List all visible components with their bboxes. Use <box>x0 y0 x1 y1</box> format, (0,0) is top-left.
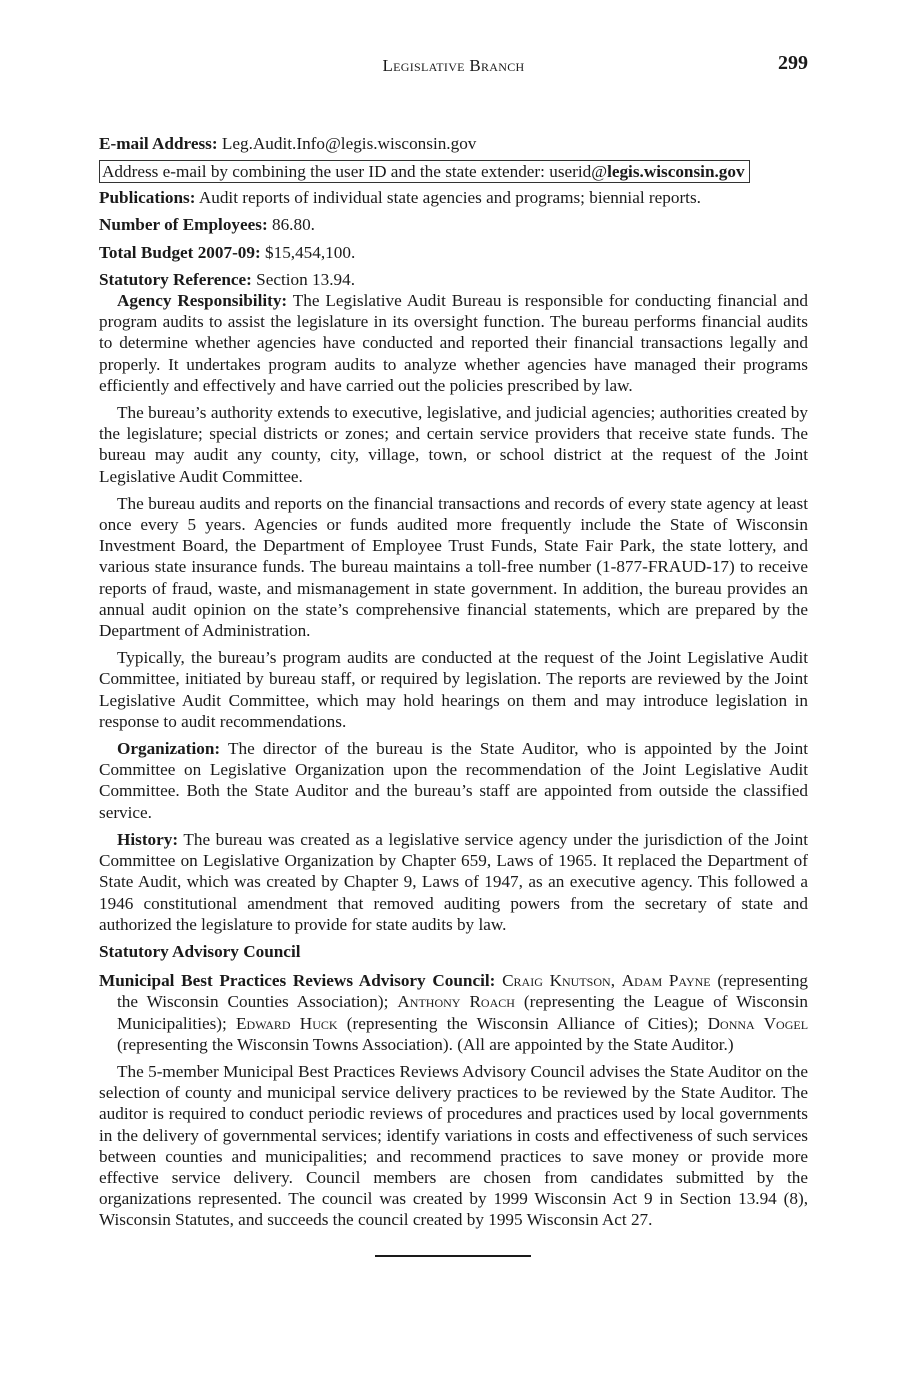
page-content <box>99 133 808 1237</box>
budget-line <box>99 242 808 263</box>
email-label: E-mail Address: <box>99 134 218 153</box>
council-entry: Municipal Best Practices Reviews Advisory Council: Craig Knutson, Adam Payne (representing the Wisconsin Counties Association); Anthony Roach (representing the League of Wisconsin Municipalities); Edward Huck (representing the Wisconsin Alliance of Cities); Donna Vogel (representing the Wisconsin Towns Association). (All are appointed by the State Auditor.) <box>99 971 809 1054</box>
council-member: Edward Huck <box>236 1013 338 1033</box>
agency-responsibility-label: Agency Responsibility: <box>117 291 288 311</box>
page-number: 299 <box>778 52 808 74</box>
council-representation: (representing the League of Wisconsin Municipalities); <box>117 992 809 1033</box>
council-representation: (representing the Wisconsin Counties Association); <box>117 971 809 1012</box>
email-note-domain: legis.wisconsin.gov <box>607 162 745 182</box>
history-paragraph <box>99 829 808 935</box>
header-title: Legislative Branch <box>382 56 525 75</box>
organization-text: The director of the bureau is the State Auditor, who is appointed by the Joint Committee on Legislative Organization upon the recommendation of the Joint Legislative Audit Committee. Both the State Auditor and the bureau’s staff are appointed from outside the classified service. <box>99 739 808 822</box>
council-label: Municipal Best Practices Reviews Advisory Council: <box>99 971 496 991</box>
email-line <box>99 133 808 154</box>
council-member: Anthony Roach <box>397 992 515 1012</box>
council-member: Craig Knutson <box>502 971 611 991</box>
email-note-box <box>99 160 750 183</box>
publications-value: Audit reports of individual state agencies and programs; biennial reports. <box>198 188 701 208</box>
history-text: The bureau was created as a legislative service agency under the jurisdiction of the Joint Committee on Legislative Organization by Chapter 659, Laws of 1965. It replaced the Department of State Audit, which was created by Chapter 9, Laws of 1947, as an executive agency. This followed a 1946 constitutional amendment that removed auditing powers from the secretary of state and authorized the legislature to provide for state audits by law. <box>99 829 808 934</box>
council-description-paragraph: The 5-member Municipal Best Practices Reviews Advisory Council advises the State Auditor on the selection of county and municipal service delivery practices to be reviewed by the State Auditor. The auditor is required to conduct periodic reviews of procedures and practices used by local governments in the delivery of governmental services; identify variations in costs and effectiveness of such services between counties and municipalities; and recommend practices to save money or provide more effective service delivery. Council members are chosen from candidates submitted by the organizations represented. The council was created by 1999 Wisconsin Act 9 in Section 13.94 (8), Wisconsin Statutes, and succeeds the council created by 1995 Wisconsin Act 27. <box>99 1061 808 1230</box>
running-header <box>99 52 808 83</box>
budget-value: $15,454,100. <box>265 242 356 262</box>
agency-responsibility-text: The Legislative Audit Bureau is responsible for conducting financial and program audits to assist the legislature in its oversight function. The bureau performs financial audits to determine whether agencies have conducted and reported their financial transactions legally and properly. It undertakes program audits to analyze whether agencies have managed their programs efficiently and effectively and have carried out the policies prescribed by law. <box>99 291 809 395</box>
email-note-text: Address e-mail by combining the user ID and the state extender: userid@ <box>102 162 608 182</box>
statutory-reference-label: Statutory Reference: <box>99 269 252 289</box>
email-address[interactable]: Leg.Audit.Info@legis.wisconsin.gov <box>221 134 477 153</box>
publications-label: Publications: <box>99 188 196 208</box>
publications-line <box>99 187 808 208</box>
organization-paragraph <box>99 738 808 823</box>
budget-label: Total Budget 2007-09: <box>99 242 261 262</box>
council-member: Adam Payne <box>621 971 711 991</box>
statutory-reference-value: Section 13.94. <box>256 269 355 289</box>
history-label: History: <box>117 829 179 849</box>
council-member: Donna Vogel <box>707 1013 809 1033</box>
employees-line <box>99 214 808 235</box>
council-representation: (representing the Wisconsin Towns Association). (All are appointed by the State Auditor.) <box>117 1034 734 1054</box>
audits-paragraph: The bureau audits and reports on the financial transactions and records of every state agency at least once every 5 years. Agencies or funds audited more frequently include the State of Wisconsin Investment Board, the Department of Employee Trust Funds, State Fair Park, the state lottery, and various state insurance funds. The bureau maintains a toll-free number (1-877-FRAUD-17) to receive reports of fraud, waste, and mismanagement in state government. In addition, the bureau provides an annual audit opinion on the state’s comprehensive financial statements, which are prepared by the Department of Administration. <box>99 493 808 641</box>
section-heading: Statutory Advisory Council <box>99 941 301 961</box>
council-representation: (representing the Wisconsin Alliance of Cities); <box>346 1013 699 1033</box>
employees-value: 86.80. <box>271 215 315 235</box>
authority-paragraph: The bureau’s authority extends to executive, legislative, and judicial agencies; authorities created by the legislature; special districts or zones; and certain service providers that receive state funds. The bureau may audit any county, city, village, town, or school district at the request of the Joint Legislative Audit Committee. <box>99 403 808 486</box>
organization-label: Organization: <box>117 739 221 759</box>
agency-responsibility-paragraph <box>99 290 808 396</box>
employees-label: Number of Employees: <box>99 215 268 235</box>
program-audits-paragraph: Typically, the bureau’s program audits are conducted at the request of the Joint Legislative Audit Committee, initiated by bureau staff, or required by legislation. The reports are reviewed by the Joint Legislative Audit Committee, which may hold hearings on them and may introduce legislation in response to audit recommendations. <box>99 648 808 731</box>
end-rule <box>375 1255 531 1257</box>
statutory-reference-line <box>99 269 808 290</box>
